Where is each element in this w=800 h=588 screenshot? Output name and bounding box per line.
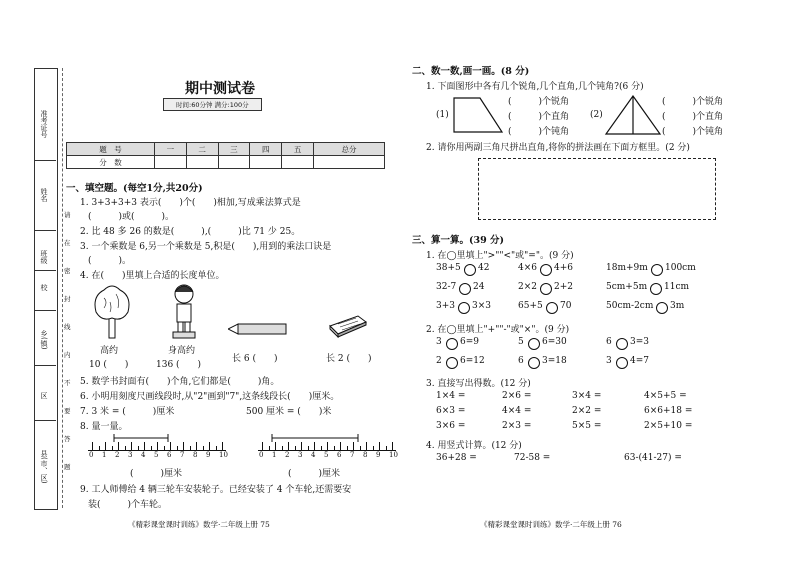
strip-label-county: 县(市、区) [40,450,48,484]
answer-circle[interactable] [528,357,540,369]
question-4: 4. 在( )里填上合适的长度单位。 [80,271,225,281]
ruler-major-tick [262,442,263,450]
score-cell: 题 号 [67,143,155,156]
operator-right: 3=18 [542,356,567,366]
question-5: 5. 数学书封面有( )个角,它们都是( )角。 [80,377,280,387]
section3-heading: 三、算一算。(39 分) [412,235,505,246]
compare-right: 4+6 [554,263,573,273]
score-input[interactable] [218,156,250,169]
operator-right: 3=3 [630,337,649,347]
answer-circle[interactable] [458,302,470,314]
score-cell: 分 数 [67,156,155,169]
compare-left: 65+5 [518,301,543,311]
figure-2-label: (2) [590,110,603,120]
compare-left: 5cm+5m [606,282,648,292]
exam-time-info: 时间:60分钟 满分:100分 [163,98,262,111]
section3-question-4: 4. 用竖式计算。(12 分) [426,441,522,451]
ruler-number: 8 [363,451,368,459]
question-8: 8. 量一量。 [80,422,128,432]
ruler-minor-tick [360,446,361,450]
mental-math-item: 6×6+18 = [644,406,693,416]
vertical-calc-2: 72-58 = [514,453,551,463]
section2-question-1: 1. 下面图形中各有几个锐角,几个直角,几个钝角?(6 分) [426,82,644,92]
question-1: 1. 3+3+3+3 表示( )个( )相加,写成乘法算式是 [80,198,301,208]
ruler-major-tick [144,442,145,450]
ruler-major-tick [105,442,106,450]
strip-divider [34,310,56,311]
ruler-2 [258,440,398,459]
answer-circle[interactable] [540,283,552,295]
ruler-major-tick [301,442,302,450]
question-3-line2: ( )。 [88,256,132,266]
score-table-value-row [67,156,385,169]
figure-2-acute: ( )个锐角 [662,97,724,107]
ruler-major-tick [353,442,354,450]
ruler-major-tick [366,442,367,450]
section3-question-3: 3. 直接写出得数。(12 分) [426,379,531,389]
figure-1-right: ( )个直角 [508,112,570,122]
answer-circle[interactable] [446,338,458,350]
strip-divider [34,230,56,231]
ruler-minor-tick [216,446,217,450]
seal-word: 封 [64,295,71,303]
ruler-major-tick [118,442,119,450]
strip-label-exam-id: 准考证号 [40,110,48,138]
score-table [66,142,385,169]
ruler-minor-tick [386,446,387,450]
mental-math-item: 2×3 = [502,421,532,431]
ruler-minor-tick [99,446,100,450]
seal-word: 答 [64,435,71,443]
ruler-number: 10 [219,451,228,459]
compare-left: 18m+9m [606,263,648,273]
strip-divider [34,270,56,271]
child-label: 身高约 [168,346,196,356]
score-input[interactable] [314,156,385,169]
operator-left: 3 [436,337,442,347]
child-height: 136 ( ) [156,360,202,370]
ruler-major-tick [157,442,158,450]
compare-right: 100cm [665,263,696,273]
seal-word: 请 [64,211,71,219]
strip-label-class: 班级 [40,250,48,264]
mental-math-item: 4×4 = [502,406,532,416]
ruler-number: 7 [350,451,355,459]
score-cell: 一 [154,143,186,156]
question-2: 2. 比 48 多 26 的数是( ),( )比 71 少 25。 [80,227,301,237]
score-input[interactable] [154,156,186,169]
answer-circle[interactable] [528,338,540,350]
operator-right: 6=9 [460,337,479,347]
footer-left: 《精彩课堂课时训练》数学·二年级上册 75 [128,520,270,529]
ruler-number: 1 [102,451,107,459]
answer-circle[interactable] [656,302,668,314]
seal-word: 在 [64,239,71,247]
operator-right: 6=12 [460,356,485,366]
ruler-number: 0 [259,451,264,459]
score-cell: 二 [186,143,218,156]
mental-math-item: 5×5 = [572,421,602,431]
compare-right: 70 [560,301,572,311]
strip-label-district: 区 [40,392,48,399]
question-7a: 7. 3 米 = ( )厘米 [80,407,175,417]
score-input[interactable] [186,156,218,169]
ruler-minor-tick [269,446,270,450]
vertical-calc-3: 63-(41-27) = [624,453,682,463]
ruler-minor-tick [373,446,374,450]
strip-divider [34,160,56,161]
section2-heading: 二、数一数,画一画。(8 分) [412,66,530,77]
seal-line [62,68,63,508]
ruler-major-tick [131,442,132,450]
ruler-major-tick [340,442,341,450]
ruler-number: 5 [324,451,329,459]
ruler-number: 1 [272,451,277,459]
strip-label-town: 乡(镇) [40,330,48,350]
ruler-number: 6 [167,451,172,459]
mental-math-item: 4×5+5 = [644,391,687,401]
section3-question-1: 1. 在◯里填上">""<"或"="。(9 分) [426,251,574,261]
compare-right: 42 [478,263,490,273]
ruler-number: 4 [141,451,146,459]
ruler-major-tick [288,442,289,450]
ruler-number: 5 [154,451,159,459]
operator-left: 2 [436,356,442,366]
drawing-box[interactable] [478,158,716,220]
figure-2-obtuse: ( )个钝角 [662,127,724,137]
compare-left: 32-7 [436,282,457,292]
ruler-major-tick [183,442,184,450]
compare-right: 11cm [664,282,690,292]
trapezoid-figure [452,94,504,136]
vertical-calc-1: 36+28 = [436,453,477,463]
tree-label: 高约 [100,346,119,356]
ruler-major-tick [379,442,380,450]
mental-math-item: 3×4 = [572,391,602,401]
ruler-number: 8 [193,451,198,459]
triangle-figure [604,94,662,136]
answer-circle[interactable] [616,338,628,350]
strip-divider [34,365,56,366]
compare-right: 24 [473,282,485,292]
answer-circle[interactable] [616,357,628,369]
operator-left: 5 [518,337,524,347]
ruler-minor-tick [112,446,113,450]
figure-1-obtuse: ( )个钝角 [508,127,570,137]
ruler-number: 3 [128,451,133,459]
ruler-major-tick [327,442,328,450]
mental-math-item: 2×2 = [572,406,602,416]
ruler-minor-tick [308,446,309,450]
ruler-minor-tick [138,446,139,450]
ruler-1-answer: ( )厘米 [130,469,183,479]
ruler-major-tick [209,442,210,450]
question-9-line2: 装( )个车轮。 [88,500,168,510]
ruler-major-tick [392,442,393,450]
score-cell: 四 [250,143,282,156]
answer-circle[interactable] [546,302,558,314]
tree-height: 10 ( ) [89,360,129,370]
ruler-minor-tick [282,446,283,450]
answer-circle[interactable] [651,264,663,276]
pencil-icon [228,322,288,336]
ruler-minor-tick [177,446,178,450]
ruler-number: 3 [298,451,303,459]
ruler-number: 4 [311,451,316,459]
section1-heading: 一、填空题。(每空1分,共20分) [66,183,203,194]
footer-right: 《精彩课堂课时训练》数学·二年级上册 76 [480,520,622,529]
ruler-minor-tick [334,446,335,450]
answer-circle[interactable] [459,283,471,295]
ruler-major-tick [275,442,276,450]
ruler-number: 2 [115,451,120,459]
question-3: 3. 一个乘数是 6,另一个乘数是 5,积是( ),用到的乘法口诀是 [80,242,332,252]
compare-right: 2+2 [554,282,573,292]
ruler-number: 0 [89,451,94,459]
ruler-1 [88,440,228,459]
question-9: 9. 工人师傅给 4 辆三轮车安装轮子。已经安装了 4 个车轮,还需要安 [80,485,352,495]
operator-left: 3 [606,356,612,366]
ruler-number: 7 [180,451,185,459]
ruler-minor-tick [203,446,204,450]
strip-divider [34,420,56,421]
score-input[interactable] [250,156,282,169]
pencil-label: 长 6 ( ) [232,354,278,364]
question-1-line2: ( )或( )。 [88,212,175,222]
ruler-2-answer: ( )厘米 [288,469,341,479]
mental-math-item: 2×6 = [502,391,532,401]
section2-question-2: 2. 请你用两副三角尺拼出直角,将你的拼法画在下面方框里。(2 分) [426,143,690,153]
score-cell: 三 [218,143,250,156]
mental-math-item: 3×6 = [436,421,466,431]
ruler-minor-tick [151,446,152,450]
ruler-minor-tick [190,446,191,450]
mental-math-item: 2×5+10 = [644,421,693,431]
compare-right: 3×3 [472,301,491,311]
ruler-number: 2 [285,451,290,459]
ruler-number: 9 [376,451,381,459]
compare-left: 38+5 [436,263,461,273]
compare-left: 3+3 [436,301,455,311]
page-title: 期中测试卷 [185,81,255,97]
compare-left: 2×2 [518,282,537,292]
figure-2-right: ( )个直角 [662,112,724,122]
score-table-header-row [67,143,385,156]
score-cell: 总分 [314,143,385,156]
answer-circle[interactable] [464,264,476,276]
answer-circle[interactable] [540,264,552,276]
ruler-major-tick [92,442,93,450]
ruler-minor-tick [321,446,322,450]
operator-left: 6 [518,356,524,366]
ruler-minor-tick [347,446,348,450]
child-icon [168,282,200,340]
ruler-minor-tick [164,446,165,450]
ruler-major-tick [196,442,197,450]
score-cell: 五 [282,143,314,156]
seal-word: 题 [64,463,71,471]
compare-left: 50cm-2cm [606,301,654,311]
seal-word: 密 [64,267,71,275]
score-input[interactable] [282,156,314,169]
question-7b: 500 厘米 = ( )米 [246,407,332,417]
ruler-major-tick [222,442,223,450]
seal-word: 不 [64,379,71,387]
operator-left: 6 [606,337,612,347]
section3-question-2: 2. 在◯里填上"+""-"或"×"。(9 分) [426,325,570,335]
seal-word: 内 [64,351,71,359]
answer-circle[interactable] [650,283,662,295]
strip-label-name: 姓名 [40,188,48,202]
question-6: 6. 小明用刻度尺画线段时,从"2"画到"7",这条线段长( )厘米。 [80,392,340,402]
operator-right: 6=30 [542,337,567,347]
tree-icon [92,282,132,340]
ruler-major-tick [314,442,315,450]
operator-right: 4=7 [630,356,649,366]
ruler-major-tick [170,442,171,450]
ruler-minor-tick [125,446,126,450]
strip-label-school: 校 [40,284,48,291]
seal-word: 要 [64,407,71,415]
compare-right: 3m [670,301,685,311]
figure-1-acute: ( )个锐角 [508,97,570,107]
compare-left: 4×6 [518,263,537,273]
ruler-number: 6 [337,451,342,459]
sharpener-icon [328,312,368,338]
seal-word: 线 [64,323,71,331]
ruler-number: 10 [389,451,398,459]
answer-circle[interactable] [446,357,458,369]
mental-math-item: 6×3 = [436,406,466,416]
sharpener-label: 长 2 ( ) [326,354,372,364]
mental-math-item: 1×4 = [436,391,466,401]
ruler-number: 9 [206,451,211,459]
figure-1-label: (1) [436,110,449,120]
ruler-minor-tick [295,446,296,450]
